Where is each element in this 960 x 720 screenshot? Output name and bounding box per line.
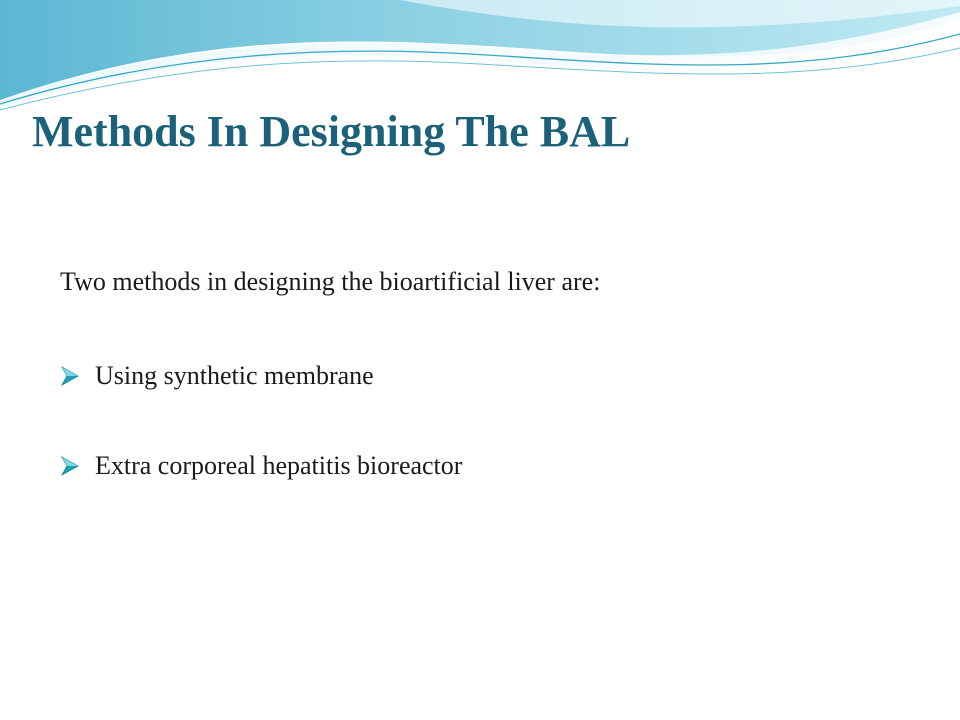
bullet-text: Extra corporeal hepatitis bioreactor: [95, 451, 463, 480]
list-item: [60, 356, 374, 396]
arrowhead-bullet-icon: [60, 365, 80, 387]
arrowhead-bullet-icon: [60, 455, 80, 477]
header-wave-decoration: [0, 0, 960, 120]
slide-body: [60, 262, 920, 480]
intro-text: Two methods in designing the bioartificial liver are:: [60, 267, 601, 296]
bullet-text: Using synthetic membrane: [95, 361, 374, 390]
list-item: [60, 446, 462, 486]
slide-title: Methods In Designing The BAL: [32, 107, 631, 156]
